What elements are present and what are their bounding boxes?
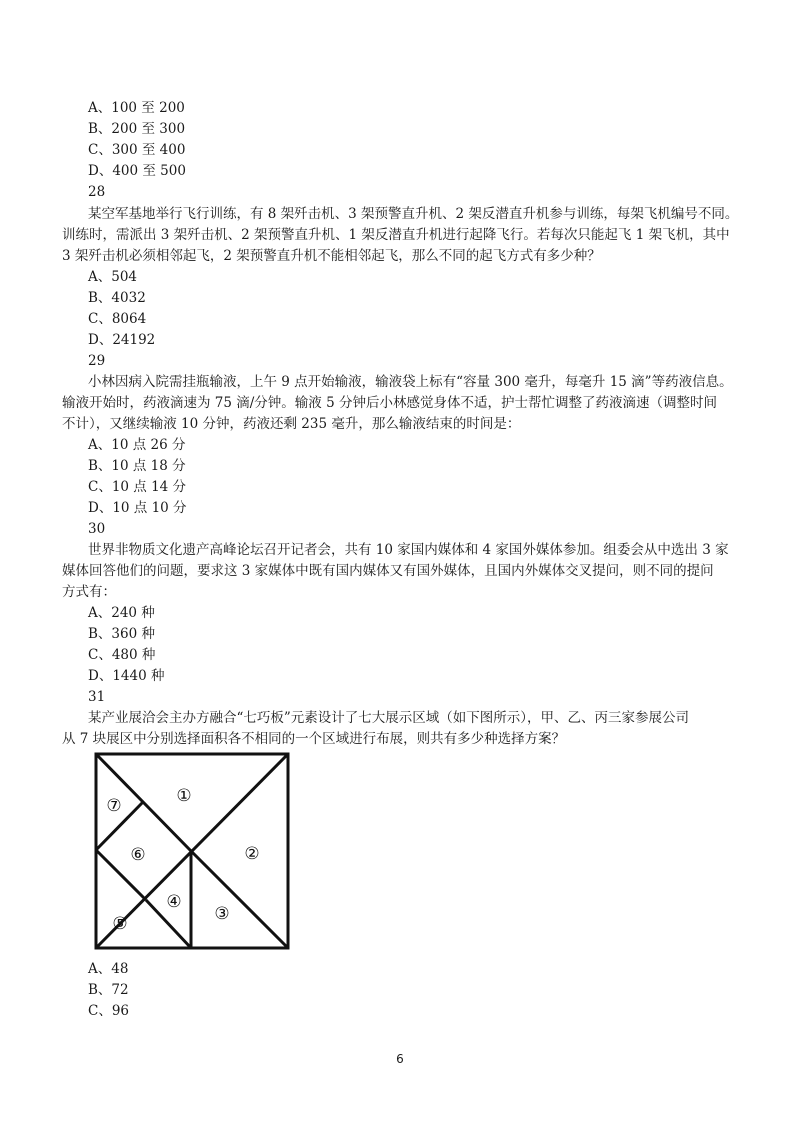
q28-option-b: B、4032 bbox=[88, 290, 146, 306]
q29-stem-line-3: 不计），又继续输液 10 分钟，药液还剩 235 毫升，那么输液结束的时间是： bbox=[62, 416, 521, 432]
q30-stem-line-2: 媒体回答他们的问题，要求这 3 家媒体中既有国内媒体又有国外媒体，且国内外媒体交叉提问，则不同的提问 bbox=[62, 563, 714, 579]
q29-option-b: B、10 点 18 分 bbox=[88, 458, 186, 474]
q30-option-c: C、480 种 bbox=[88, 647, 156, 663]
q29-stem-line-1: 小林因病入院需挂瓶输液，上午 9 点开始输液，输液袋上标有“容量 300 毫升，每毫升 15 滴”等药液信息。 bbox=[88, 374, 733, 390]
tangram-edge bbox=[191, 851, 288, 948]
q30-option-d: D、1440 种 bbox=[88, 668, 165, 684]
region-label-2: ② bbox=[244, 844, 260, 864]
q28-option-a: A、504 bbox=[88, 269, 138, 285]
q31-option-a: A、48 bbox=[88, 961, 129, 977]
q27-option-b: B、200 至 300 bbox=[88, 121, 186, 137]
region-label-7: ⑦ bbox=[106, 796, 122, 816]
tangram-figure bbox=[94, 752, 290, 950]
q31-stem-line-2: 从 7 块展区中分别选择面积各不相同的一个区域进行布展，则共有多少种选择方案？ bbox=[62, 731, 566, 747]
q31-option-c: C、96 bbox=[88, 1003, 130, 1019]
q28-stem-line-2: 训练时，需派出 3 架歼击机、2 架预警直升机、1 架反潜直升机进行起降飞行。若每次只能起飞 1 架飞机，其中 bbox=[62, 227, 730, 243]
q28-option-c: C、8064 bbox=[88, 311, 147, 327]
region-label-1: ① bbox=[176, 786, 192, 806]
q29-stem-line-2: 输液开始时，药液滴速为 75 滴/分钟。输液 5 分钟后小林感觉身体不适，护士帮忙调整了药液滴速（调整时间 bbox=[62, 395, 717, 411]
q31-number: 31 bbox=[88, 689, 106, 705]
q30-option-b: B、360 种 bbox=[88, 626, 155, 642]
region-label-5: ⑤ bbox=[112, 914, 128, 934]
region-label-4: ④ bbox=[166, 892, 182, 912]
q30-option-a: A、240 种 bbox=[88, 605, 155, 621]
page-number: 6 bbox=[396, 1052, 404, 1066]
q28-stem-line-3: 3 架歼击机必须相邻起飞，2 架预警直升机不能相邻起飞，那么不同的起飞方式有多少种？ bbox=[62, 248, 601, 264]
q27-option-a: A、100 至 200 bbox=[88, 100, 185, 116]
q27-option-d: D、400 至 500 bbox=[88, 163, 186, 179]
q28-option-d: D、24192 bbox=[88, 332, 156, 348]
q28-number: 28 bbox=[88, 184, 106, 200]
region-label-3: ③ bbox=[214, 904, 230, 924]
q30-stem-line-1: 世界非物质文化遗产高峰论坛召开记者会，共有 10 家国内媒体和 4 家国外媒体参加。组委会从中选出 3 家 bbox=[88, 542, 729, 558]
region-label-6: ⑥ bbox=[130, 845, 146, 865]
q30-stem-line-3: 方式有： bbox=[62, 584, 116, 600]
q27-option-c: C、300 至 400 bbox=[88, 142, 186, 158]
q28-stem-line-1: 某空军基地举行飞行训练，有 8 架歼击机、3 架预警直升机、2 架反潜直升机参与训练，每架飞机编号不同。 bbox=[88, 206, 739, 222]
q29-option-a: A、10 点 26 分 bbox=[88, 437, 186, 453]
q29-option-c: C、10 点 14 分 bbox=[88, 479, 187, 495]
q30-number: 30 bbox=[88, 521, 106, 537]
q31-option-b: B、72 bbox=[88, 982, 129, 998]
q29-number: 29 bbox=[88, 353, 106, 369]
q29-option-d: D、10 点 10 分 bbox=[88, 500, 187, 516]
q31-stem-line-1: 某产业展洽会主办方融合“七巧板”元素设计了七大展示区域（如下图所示），甲、乙、丙三家参展公司 bbox=[88, 710, 690, 726]
